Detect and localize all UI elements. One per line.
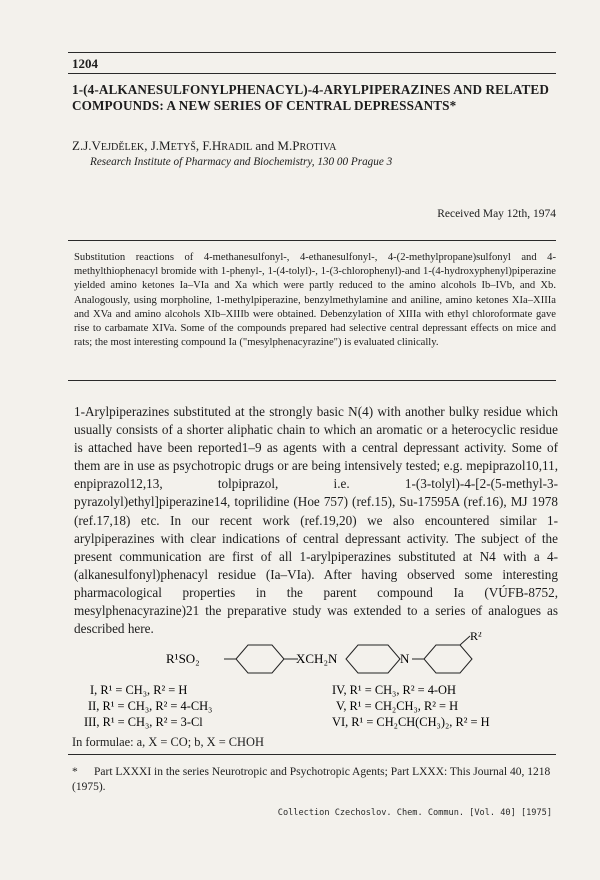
r1so2-label: R¹SO₂	[166, 651, 200, 666]
footnote-text: Part LXXXI in the series Neurotropic and Psychotropic Agents; Part LXXX: This Journal 40, 1218 (1975).	[72, 766, 551, 793]
compound-label: VI, R¹ = CH₂CH(CH₃)₂, R² = H	[332, 715, 490, 729]
abstract-top-rule	[68, 240, 556, 241]
compound-label: IV, R¹ = CH₃, R² = 4-OH	[332, 683, 456, 697]
abstract: Substitution reactions of 4-methanesulfonyl-, 4-ethanesulfonyl-, 4-(2-methylpropane)sulfonyl and 4-methylthiophenacyl bromide with 1-phenyl-, 1-(4-tolyl)-, 1-(3-chlorophenyl)-and 1-(4-hydroxyphenyl)piperazine yielded amino ketones Ia–VIa and Xa which were partly reduced to the amino alcohols Ib–IVb, and Xb. Analogously, using morpholine, 1-methylpiperazine, benzylmethylamine and aniline, amino ketones XIa–XIIIa and XVa and amino alcohols XIb–XIIIb were obtained. Debenzylation of XIIIa with ethyl chloroformate gave rise to carbamate XIVa. Some of the compounds prepared had selective central depressant effects on mice and rats; the most interesting compound Ia ("mesylphenacyrazine") is evaluated clinically.	[74, 252, 556, 349]
article-title: 1-(4-ALKANESULFONYLPHENACYL)-4-ARYLPIPERAZINES AND RELATED COMPOUNDS: A NEW SERIES OF CENTRAL DEPRESSANTS*	[72, 82, 549, 113]
linker-label: XCH₂N	[296, 651, 338, 666]
affiliation: Research Institute of Pharmacy and Biochemistry, 130 00 Prague 3	[90, 156, 393, 168]
footnote-mark: *	[72, 766, 78, 778]
authors: Z.J.VEJDĚLEK, J.METYŠ, F.HRADIL and M.PROTIVA	[72, 138, 337, 153]
top-rule	[68, 52, 556, 53]
page-number: 1204	[72, 56, 98, 71]
received-date: Received May 12th, 1974	[437, 208, 556, 220]
body-text	[74, 403, 558, 638]
compound-label: II, R¹ = CH₃, R² = 4-CH₃	[88, 699, 213, 713]
compound-label: V, R¹ = CH₂CH₃, R² = H	[336, 699, 459, 713]
compound-label: III, R¹ = CH₃, R² = 3-Cl	[84, 715, 203, 729]
compound-label: I, R¹ = CH₃, R² = H	[90, 683, 188, 697]
r2-label: R²	[470, 632, 482, 643]
benzene-ring-left	[236, 645, 284, 673]
chemical-scheme	[70, 632, 560, 732]
journal-footer: Collection Czechoslov. Chem. Commun. [Vol. 40] [1975]	[277, 808, 552, 818]
body-paragraph: 1-Arylpiperazines substituted at the strongly basic N(4) with another bulky residue which usually consists of a shorter aliphatic chain to which an aromatic or a heterocyclic residue is attached have been reported1–9 as agents with a central depressant activity. Some of them are in use as psychotropic drugs or are being intensively tested; e.g. mepiprazol10,11, enpiprazol12,13, tolpiprazol, i.e. 1-(3-tolyl)-4-[2-(5-methyl-3-pyrazolyl)ethyl]piperazine14, toprilidine (Hoe 757) (ref.15), Su-17595A (ref.16), MJ 1978 (ref.17,18) etc. In our recent work (ref.19,20) we also encountered similar 1-arylpiperazines with clear indications of central depressant activity. The subject of the present communication are first of all 1-arylpiperazines substituted at N4 with a 4-(alkanesulfonyl)phenacyl residue (Ia–VIa). After having observed some interesting pharmacological properties in the parent compound Ia (VÚFB-8752, mesylphenacyrazine)21 the preparative study was extended to a series of analogues as described here.	[74, 404, 558, 637]
formulae-note: In formulae: a, X = CO; b, X = CHOH	[72, 735, 264, 749]
piperazine-ring	[346, 645, 400, 673]
header-rule	[68, 73, 556, 74]
benzene-ring-right	[424, 645, 472, 673]
footnote-rule	[68, 754, 556, 755]
n-label: N	[400, 651, 410, 666]
footnote	[72, 765, 558, 795]
structure-diagram	[70, 632, 560, 732]
abstract-bottom-rule	[68, 380, 556, 381]
